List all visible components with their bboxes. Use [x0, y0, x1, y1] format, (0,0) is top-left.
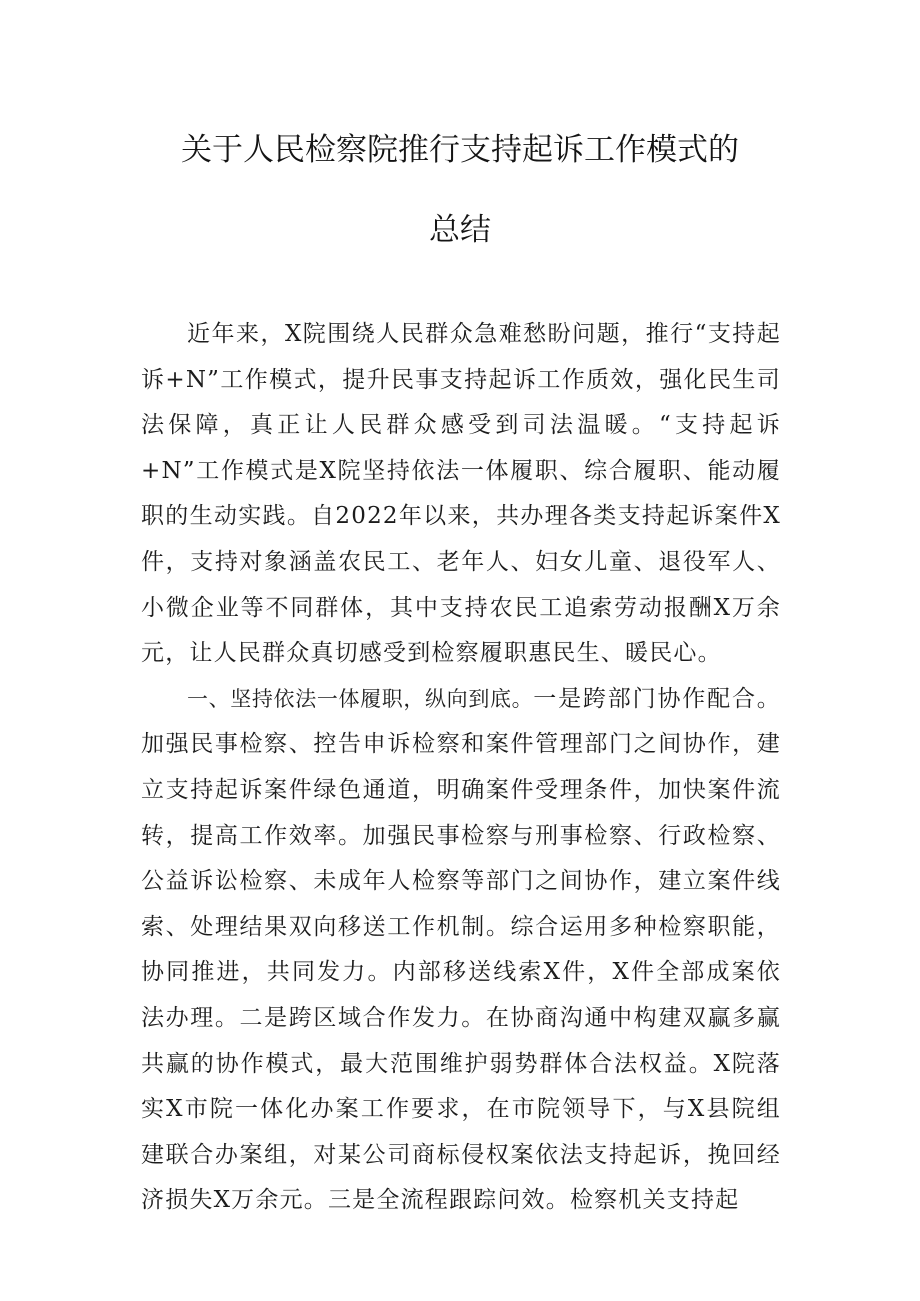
document-title-line-1: 关于人民检察院推行支持起诉工作模式的: [181, 132, 739, 168]
document-title-line-2: 总结: [429, 212, 491, 248]
section-1-text: 一是跨部门协作配合。加强民事检察、控告申诉检察和案件管理部门之间协作，建立支持起诉案件绿色通道，明确案件受理条件，加快案件流转，提高工作效率。加强民事检察与刑事检察、行政检察、公益诉讼检察、未成年人检察等部门之间协作，建立案件线索、处理结果双向移送工作机制。综合运用多种检察职能，协同推进，共同发力。内部移送线索X件，X件全部成案依法办理。二是跨区域合作发力。在协商沟通中构建双赢多赢共赢的协作模式，最大范围维护弱势群体合法权益。X院落实X市院一体化办案工作要求，在市院领导下，与X县院组建联合办案组，对某公司商标侵权案依法支持起诉，挽回经济损失X万余元。三是全流程跟踪问效。检察机关支持起: [141, 685, 782, 1214]
paragraph-intro: [141, 312, 781, 677]
document-body: [141, 312, 781, 1224]
section-1-heading: 一、坚持依法一体履职，纵向到底。: [187, 686, 534, 711]
paragraph-intro-text: 近年来，X院围绕人民群众急难愁盼问题，推行“支持起诉+N”工作模式，提升民事支持起诉工作质效，强化民生司法保障，真正让人民群众感受到司法温暖。“支持起诉+N”工作模式是X院坚持依法一体履职、综合履职、能动履职的生动实践。自2022年以来，共办理各类支持起诉案件X件，支持对象涵盖农民工、老年人、妇女儿童、退役军人、小微企业等不同群体，其中支持农民工追索劳动报酬X万余元，让人民群众真切感受到检察履职惠民生、暖民心。: [141, 321, 781, 667]
paragraph-section-1: [141, 677, 781, 1224]
